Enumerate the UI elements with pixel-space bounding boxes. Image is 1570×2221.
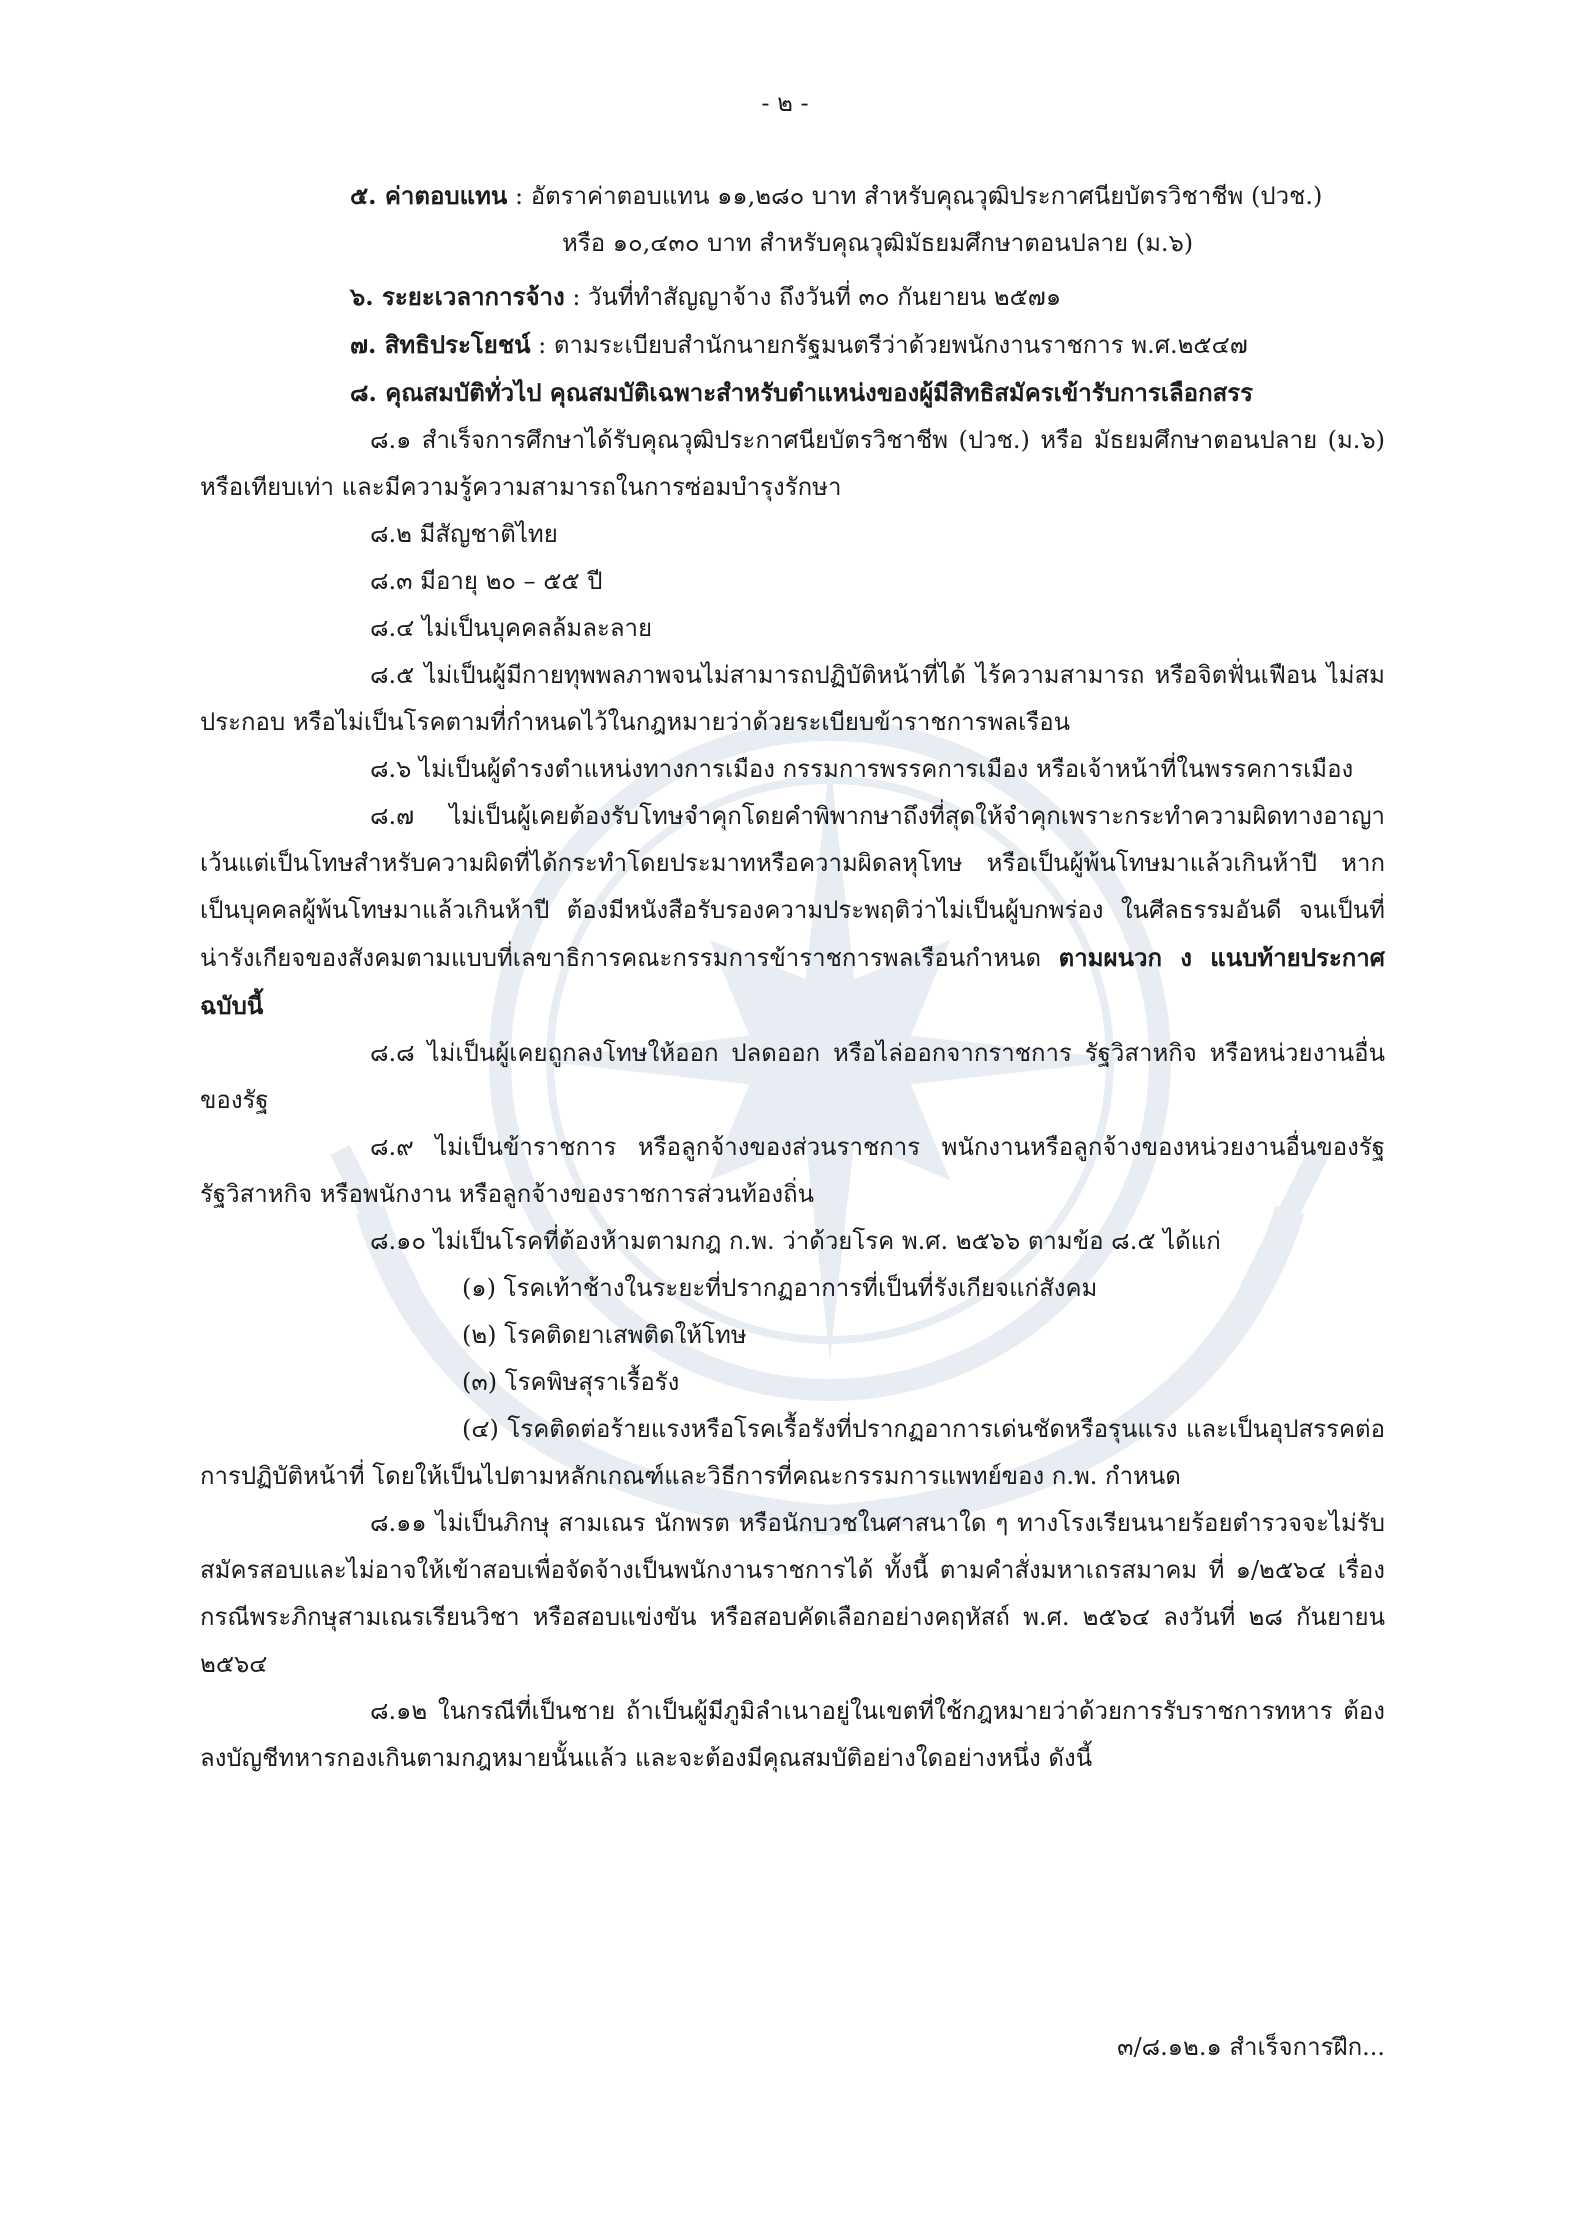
qualification-8-4: ๘.๔ ไม่เป็นบุคคลล้มละลาย — [370, 614, 653, 642]
benefits-label: ๗. สิทธิประโยชน์ — [350, 330, 531, 359]
continuation-footer: ๓/๘.๑๒.๑ สำเร็จการฝึก... — [1117, 2033, 1385, 2061]
qualification-8-7-text: ๘.๗ ไม่เป็นผู้เคยต้องรับโทษจำคุกโดยคำพิพากษาถึงที่สุดให้จำคุกเพราะกระทำความผิดทางอาญา เว้นแต่เป็นโทษสำหรับความผิดที่ได้กระทำโดยประมาทหรือความผิดลหุโทษ หรือเป็นผู้พ้นโทษมาแล้วเกินห้าปี หากเป็นบุคคลผู้พ้นโทษมาแล้วเกินห้าปี ต้องมีหนังสือรับรองความประพฤติว่าไม่เป็นผู้บกพร่อง ในศีลธรรมอันดี จนเป็นที่น่ารังเกียจของสังคมตามแบบที่เลขาธิการคณะกรรมการข้าราชการพลเรือนกำหนด — [200, 802, 1385, 972]
employment-period-line — [200, 273, 1385, 321]
disease-item: (๒) โรคติดยาเสพติดให้โทษ — [462, 1321, 747, 1349]
employment-period-text: : วันที่ทำสัญญาจ้าง ถึงวันที่ ๓๐ กันยายน ๒๕๗๑ — [564, 283, 1062, 311]
compensation-text: : อัตราค่าตอบแทน ๑๑,๒๘๐ บาท สำหรับคุณวุฒิประกาศนียบัตรวิชาชีพ (ปวช.) — [507, 182, 1323, 210]
qualification-8-6: ๘.๖ ไม่เป็นผู้ดำรงตำแหน่งทางการเมือง กรรมการพรรคการเมือง หรือเจ้าหน้าที่ในพรรคการเมือง — [370, 755, 1354, 783]
disease-item: (๔) โรคติดต่อร้ายแรงหรือโรคเรื้อรังที่ปรากฏอาการเด่นชัดหรือรุนแรง และเป็นอุปสรรคต่อการปฏิบัติหน้าที่ โดยให้เป็นไปตามหลักเกณฑ์และวิธีการที่คณะกรรมการแพทย์ของ ก.พ. กำหนด — [200, 1415, 1385, 1490]
document-body — [200, 172, 1385, 1782]
qualification-8-11: ๘.๑๑ ไม่เป็นภิกษุ สามเณร นักพรต หรือนักบวชในศาสนาใด ๆ ทางโรงเรียนนายร้อยตำรวจจะไม่รับสมัครสอบและไม่อาจให้เข้าสอบเพื่อจัดจ้างเป็นพนักงานราชการได้ ทั้งนี้ ตามคำสั่งมหาเถรสมาคม ที่ ๑/๒๕๖๔ เรื่อง กรณีพระภิกษุสามเณรเรียนวิชา หรือสอบแข่งขัน หรือสอบคัดเลือกอย่างคฤหัสถ์ พ.ศ. ๒๕๖๔ ลงวันที่ ๒๘ กันยายน ๒๕๖๔ — [200, 1509, 1385, 1678]
disease-item: (๓) โรคพิษสุราเรื้อรัง — [462, 1368, 680, 1396]
employment-period-label: ๖. ระยะเวลาการจ้าง — [350, 282, 565, 311]
qualifications-heading: ๘. คุณสมบัติทั่วไป คุณสมบัติเฉพาะสำหรับตำแหน่งของผู้มีสิทธิสมัครเข้ารับการเลือกสรร — [350, 378, 1254, 407]
page-number: - ๒ - — [761, 89, 809, 117]
compensation-label: ๕. ค่าตอบแทน — [350, 181, 508, 210]
qualification-8-1: ๘.๑ สำเร็จการศึกษาได้รับคุณวุฒิประกาศนียบัตรวิชาชีพ (ปวช.) หรือ มัธยมศึกษาตอนปลาย (ม.๖) หรือเทียบเท่า และมีความรู้ความสามารถในการซ่อมบำรุงรักษา — [200, 426, 1385, 501]
compensation-line — [200, 172, 1385, 220]
benefits-text: : ตามระเบียบสำนักนายกรัฐมนตรีว่าด้วยพนักงานราชการ พ.ศ.๒๕๔๗ — [530, 331, 1248, 359]
qualification-8-7-annex: ตามผนวก ง แนบท้ายประกาศฉบับนี้ — [200, 943, 1386, 1020]
qualification-8-8: ๘.๘ ไม่เป็นผู้เคยถูกลงโทษให้ออก ปลดออก หรือไล่ออกจากราชการ รัฐวิสาหกิจ หรือหน่วยงานอื่นของรัฐ — [200, 1039, 1385, 1114]
qualification-8-2: ๘.๒ มีสัญชาติไทย — [370, 520, 558, 548]
compensation-line-2: หรือ ๑๐,๔๓๐ บาท สำหรับคุณวุฒิมัธยมศึกษาตอนปลาย (ม.๖) — [562, 229, 1194, 257]
qualification-8-10: ๘.๑๐ ไม่เป็นโรคที่ต้องห้ามตามกฎ ก.พ. ว่าด้วยโรค พ.ศ. ๒๕๖๖ ตามข้อ ๘.๕ ได้แก่ — [370, 1227, 1221, 1255]
qualification-8-9: ๘.๙ ไม่เป็นข้าราชการ หรือลูกจ้างของส่วนราชการ พนักงานหรือลูกจ้างของหน่วยงานอื่นของรัฐ รัฐวิสาหกิจ หรือพนักงาน หรือลูกจ้างของราชการส่วนท้องถิ่น — [200, 1133, 1385, 1208]
disease-item: (๑) โรคเท้าช้างในระยะที่ปรากฏอาการที่เป็นที่รังเกียจแก่สังคม — [462, 1274, 1098, 1302]
qualification-8-5: ๘.๕ ไม่เป็นผู้มีกายทุพพลภาพจนไม่สามารถปฏิบัติหน้าที่ได้ ไร้ความสามารถ หรือจิตฟั่นเฟือน ไม่สมประกอบ หรือไม่เป็นโรคตามที่กำหนดไว้ในกฎหมายว่าด้วยระเบียบข้าราชการพลเรือน — [200, 661, 1385, 736]
qualification-8-3: ๘.๓ มีอายุ ๒๐ – ๕๕ ปี — [370, 567, 603, 595]
qualification-8-12: ๘.๑๒ ในกรณีที่เป็นชาย ถ้าเป็นผู้มีภูมิลำเนาอยู่ในเขตที่ใช้กฎหมายว่าด้วยการรับราชการทหาร ต้องลงบัญชีทหารกองเกินตามกฎหมายนั้นแล้ว และจะต้องมีคุณสมบัติอย่างใดอย่างหนึ่ง ดังนี้ — [200, 1697, 1385, 1772]
qualification-8-7 — [200, 793, 1385, 1030]
benefits-line — [200, 321, 1385, 369]
